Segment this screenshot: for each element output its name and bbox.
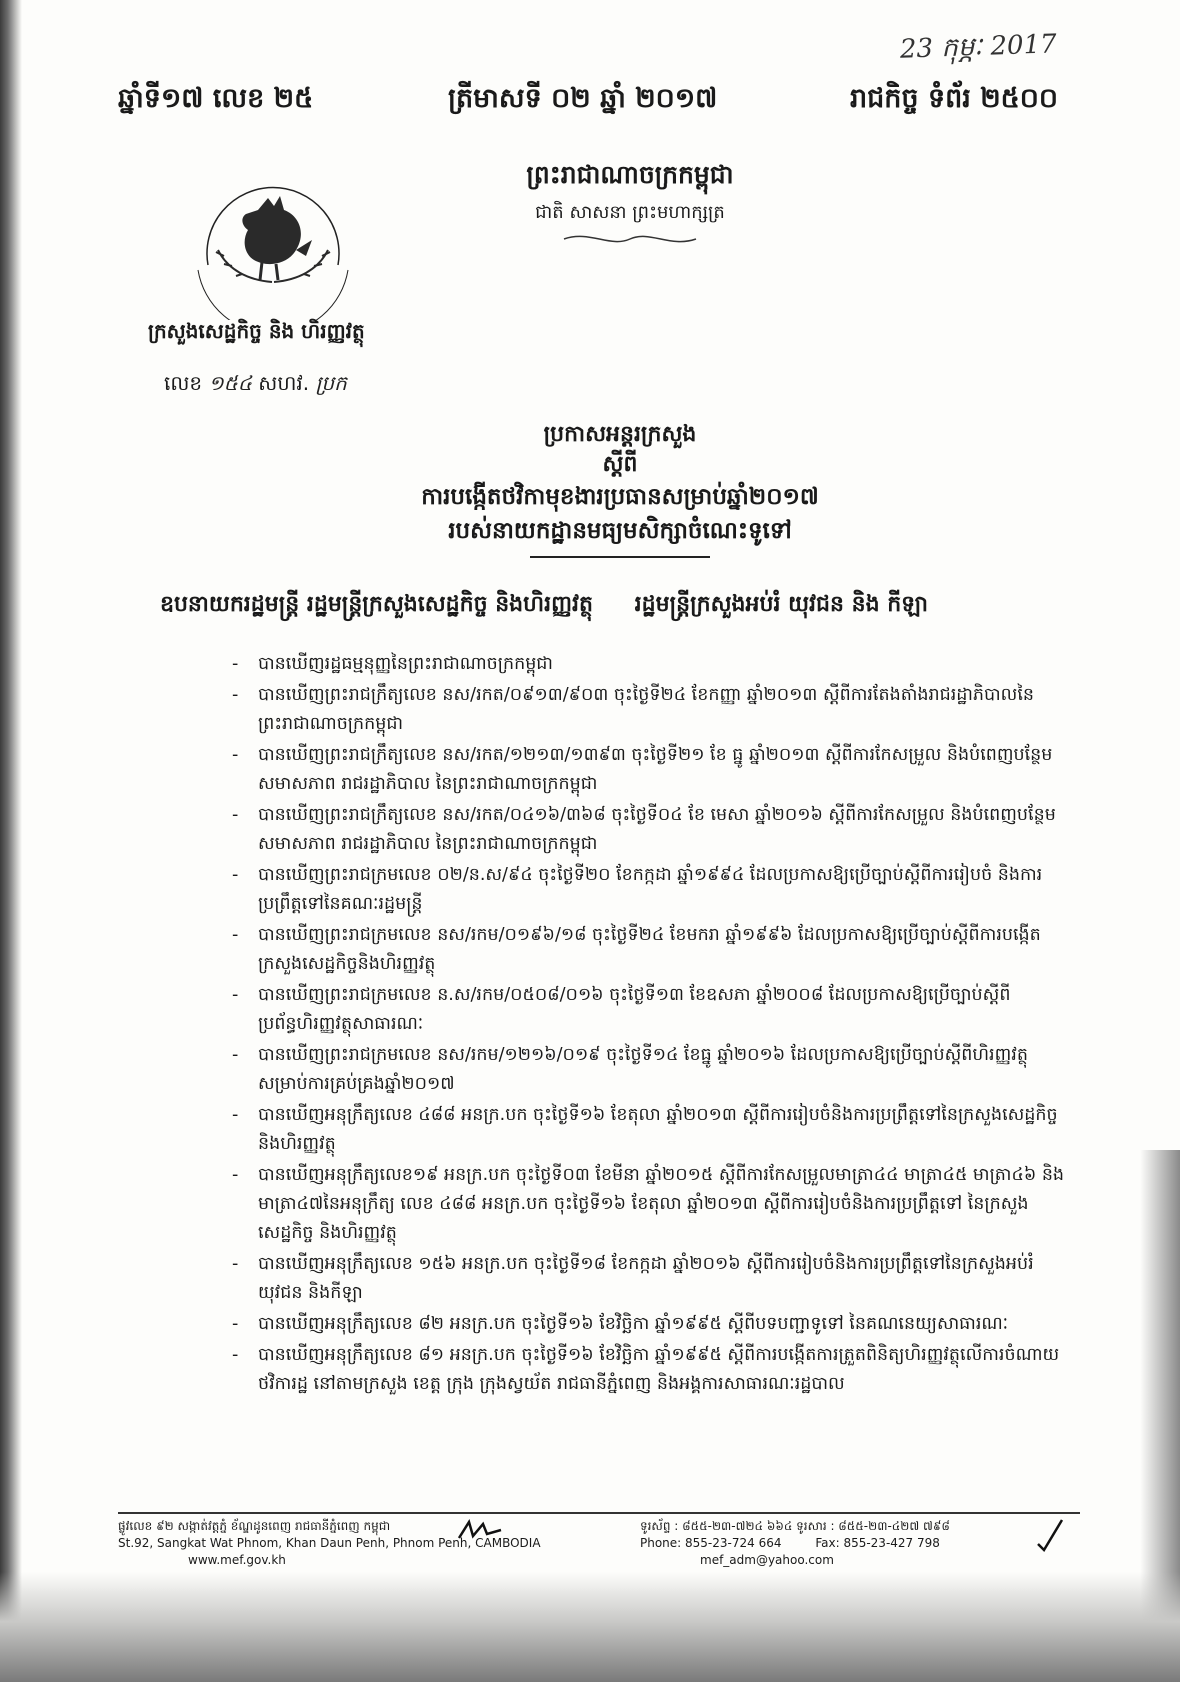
issuing-authority xyxy=(160,590,1080,622)
ornament-divider-icon xyxy=(560,232,700,246)
list-item: - បានឃើញអនុក្រឹត្យលេខ១៩ អនក្រ.បក ចុះថ្ងៃទី០៣ ខែមីនា ឆ្នាំ២០១៥ ស្តីពីការកែសម្រួលមាត្រា៤៤ មាត្រា៤៥ មាត្រា៤៦ និងមាត្រា៤៧នៃអនុក្រឹត្យ លេខ ៤៨៨ អនក្រ.បក ចុះថ្ងៃទី១៦ ខែតុលា ឆ្នាំ២០១៣ ស្តីពីការរៀបចំនិងការប្រព្រឹត្តទៅ នៃក្រសួងសេដ្ឋកិច្ច និងហិរញ្ញវត្ថុ xyxy=(232,1161,1072,1248)
fax-number: Fax: 855-23-427 798 xyxy=(815,1536,940,1550)
footer-contact xyxy=(640,1518,1080,1569)
ministry-seal-icon xyxy=(188,170,358,320)
contact-numbers xyxy=(640,1535,1080,1552)
title-line-4: របស់នាយកដ្ឋានមធ្យមសិក្សាចំណេះទូទៅ xyxy=(448,518,792,544)
reference-number xyxy=(164,370,347,400)
list-item: - បានឃើញព្រះរាជក្រឹត្យលេខ នស/រកត/១២១៣/១៣៩៣ ចុះថ្ងៃទី២១ ខែ ធ្នូ ឆ្នាំ២០១៣ ស្តីពីការកែសម្រួល និងបំពេញបន្ថែម សមាសភាព រាជរដ្ឋាភិបាល នៃព្រះរាជាណាចក្រកម្ពុជា xyxy=(232,741,1072,799)
checkmark-icon xyxy=(1030,1516,1070,1556)
ref-suffix: សហវ. xyxy=(258,371,310,395)
website-link[interactable]: www.mef.gov.kh xyxy=(188,1553,286,1567)
email-link[interactable]: mef_adm@yahoo.com xyxy=(700,1553,834,1567)
address-khmer: ផ្លូវលេខ ៩២ សង្កាត់វត្តភ្នំ ខ័ណ្ឌដូនពេញ រាជធានីភ្នំពេញ កម្ពុជា xyxy=(118,1519,391,1533)
list-item: - បានឃើញព្រះរាជក្រឹត្យលេខ នស/រកត/០៩១៣/៩០៣ ចុះថ្ងៃទី២៤ ខែកញ្ញា ឆ្នាំ២០១៣ ស្តីពីការតែងតាំងរាជរដ្ឋាភិបាលនៃព្រះរាជាណាចក្រកម្ពុជា xyxy=(232,681,1072,739)
title-line-1: ប្រកាសអន្តរក្រសួង xyxy=(543,422,697,447)
ref-code: ប្រក xyxy=(315,371,347,395)
kingdom-name: ព្រះរាជាណាចក្រកម្ពុជា xyxy=(526,160,734,189)
legal-references-list xyxy=(232,650,1072,1401)
list-item: - បានឃើញអនុក្រឹត្យលេខ ៤៨៨ អនក្រ.បក ចុះថ្ងៃទី១៦ ខែតុលា ឆ្នាំ២០១៣ ស្តីពីការរៀបចំនិងការប្រព្រឹត្តទៅនៃក្រសួងសេដ្ឋកិច្ចនិងហិរញ្ញវត្ថុ xyxy=(232,1101,1072,1159)
scan-shadow-bottom xyxy=(0,1572,1180,1682)
ministry-name: ក្រសួងសេដ្ឋកិច្ច និង ហិរញ្ញវត្ថុ xyxy=(148,319,365,343)
national-motto: ជាតិ សាសនា ព្រះមហាក្សត្រ xyxy=(535,202,725,223)
list-item: - បានឃើញព្រះរាជក្រមលេខ ០២/ន.ស/៩៤ ចុះថ្ងៃទី២០ ខែកក្កដា ឆ្នាំ១៩៩៤ ដែលប្រកាសឱ្យប្រើច្បាប់ស្តីពីការរៀបចំ និងការប្រព្រឹត្តទៅនៃគណៈរដ្ឋមន្ត្រី xyxy=(232,861,1072,919)
address-english: St.92, Sangkat Wat Phnom, Khan Daun Penh, Phnom Penh, CAMBODIA xyxy=(118,1536,541,1550)
phone-number: Phone: 855-23-724 664 xyxy=(640,1536,782,1550)
rooster-emblem-icon xyxy=(242,196,312,280)
list-item: - បានឃើញរដ្ឋធម្មនុញ្ញនៃព្រះរាជាណាចក្រកម្ពុជា xyxy=(232,650,1072,679)
ref-prefix: លេខ xyxy=(164,371,203,395)
authority-education-minister: រដ្ឋមន្ត្រីក្រសួងអប់រំ យុវជន និង កីឡា xyxy=(634,592,929,617)
gazette-header xyxy=(118,82,1058,126)
gazette-page: រាជកិច្ច ទំព័រ ២៥០០ xyxy=(850,83,1058,114)
authority-finance-minister: ឧបនាយករដ្ឋមន្ត្រី រដ្ឋមន្ត្រីក្រសួងសេដ្ឋកិច្ច និងហិរញ្ញវត្ថុ xyxy=(160,592,593,617)
handwritten-date: 23 កុម្ភៈ 2017 xyxy=(899,29,1058,65)
list-item: - បានឃើញព្រះរាជក្រមលេខ ន.ស/រកម/០៥០៨/០១៦ ចុះថ្ងៃទី១៣ ខែឧសភា ឆ្នាំ២០០៨ ដែលប្រកាសឱ្យប្រើច្បាប់ស្តីពីប្រព័ន្ធហិរញ្ញវត្ថុសាធារណៈ xyxy=(232,981,1072,1039)
gazette-issue: ឆ្នាំទី១៧ លេខ ២៥ xyxy=(118,83,314,114)
document-title xyxy=(340,420,900,548)
footer-divider xyxy=(118,1512,1080,1514)
footer-address xyxy=(118,1518,588,1569)
list-item: - បានឃើញព្រះរាជក្រមលេខ នស/រកម/០១៩៦/១៨ ចុះថ្ងៃទី២៤ ខែមករា ឆ្នាំ១៩៩៦ ដែលប្រកាសឱ្យប្រើច្បាប់ស្តីពីការបង្កើតក្រសួងសេដ្ឋកិច្ចនិងហិរញ្ញវត្ថុ xyxy=(232,921,1072,979)
list-item: - បានឃើញអនុក្រឹត្យលេខ ១៥៦ អនក្រ.បក ចុះថ្ងៃទី១៨ ខែកក្កដា ឆ្នាំ២០១៦ ស្តីពីការរៀបចំនិងការប្រព្រឹត្តទៅនៃក្រសួងអប់រំ យុវជន និងកីឡា xyxy=(232,1250,1072,1308)
list-item: - បានឃើញអនុក្រឹត្យលេខ ៨១ អនក្រ.បក ចុះថ្ងៃទី១៦ ខែវិច្ឆិកា ឆ្នាំ១៩៩៥ ស្តីពីការបង្កើតការត្រួតពិនិត្យហិរញ្ញវត្ថុលើការចំណាយថវិការដ្ឋ នៅតាមក្រសួង ខេត្ត ក្រុង ក្រុងស្វយ័ត រាជធានីភ្នំពេញ និងអង្គការសាធារណៈរដ្ឋបាល xyxy=(232,1341,1072,1399)
handwritten-initials-icon xyxy=(455,1516,505,1546)
scan-shadow-left xyxy=(0,0,22,1682)
ref-number-value: ១៥៤ xyxy=(208,371,252,395)
list-item: - បានឃើញអនុក្រឹត្យលេខ ៨២ អនក្រ.បក ចុះថ្ងៃទី១៦ ខែវិច្ឆិកា ឆ្នាំ១៩៩៥ ស្តីពីបទបញ្ជាទូទៅ នៃគណនេយ្យសាធារណៈ xyxy=(232,1310,1072,1339)
contact-khmer: ទូរស័ព្ទ : ៨៥៥-២៣-៧២៤ ៦៦៤ ទូរសារ : ៨៥៥-២៣-៤២៧ ៧៩៨ xyxy=(640,1519,950,1533)
title-line-3: ការបង្កើតថវិកាមុខងារប្រធានសម្រាប់ឆ្នាំ២០១៧ xyxy=(421,484,819,510)
list-item: - បានឃើញព្រះរាជក្រឹត្យលេខ នស/រកត/០៤១៦/៣៦៨ ចុះថ្ងៃទី០៤ ខែ មេសា ឆ្នាំ២០១៦ ស្តីពីការកែសម្រួល និងបំពេញបន្ថែម សមាសភាព រាជរដ្ឋាភិបាល នៃព្រះរាជាណាចក្រកម្ពុជា xyxy=(232,801,1072,859)
title-underline xyxy=(530,556,710,558)
title-line-2: ស្តីពី xyxy=(602,452,638,477)
gazette-quarter: ត្រីមាសទី ០២ ឆ្នាំ ២០១៧ xyxy=(448,83,718,114)
list-item: - បានឃើញព្រះរាជក្រមលេខ នស/រកម/១២១៦/០១៩ ចុះថ្ងៃទី១៤ ខែធ្នូ ឆ្នាំ២០១៦ ដែលប្រកាសឱ្យប្រើច្បាប់ស្តីពីហិរញ្ញវត្ថុសម្រាប់ការគ្រប់គ្រងឆ្នាំ២០១៧ xyxy=(232,1041,1072,1099)
